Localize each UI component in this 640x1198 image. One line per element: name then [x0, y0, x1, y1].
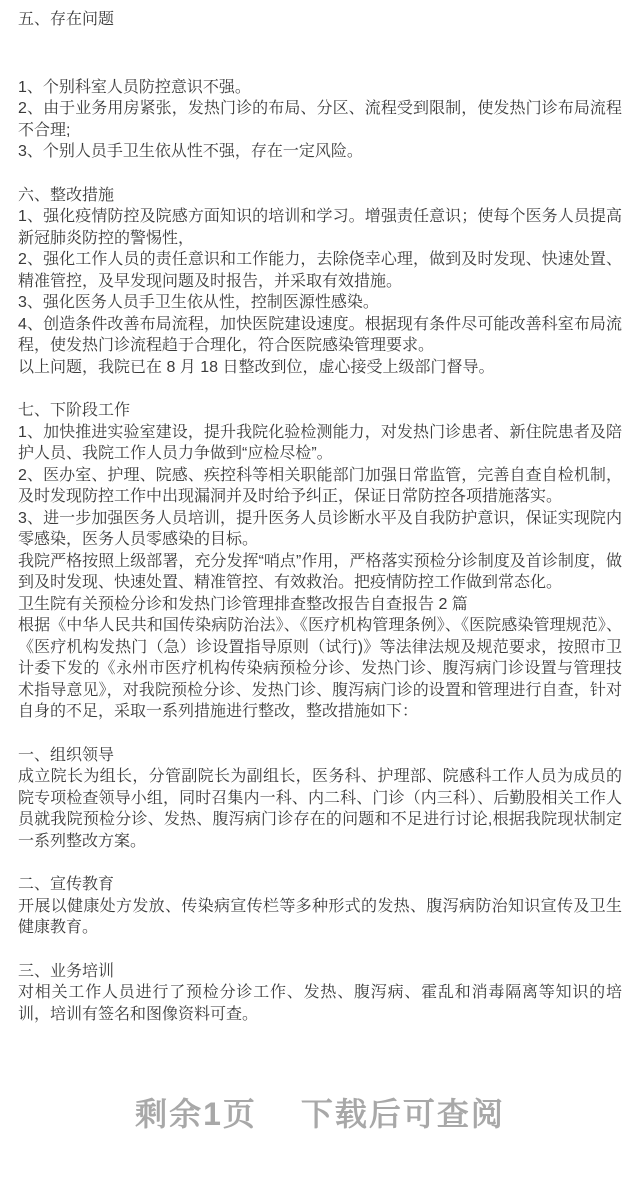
section-heading: 三、业务培训	[18, 962, 115, 980]
section-organization-leadership	[18, 745, 622, 853]
paragraph: 2、医办室、护理、院感、疾控科等相关职能部门加强日常监管，完善自查自检机制，及时发现防控工作中出现漏洞并及时给予纠正，保证日常防控各项措施落实。	[18, 466, 622, 505]
paragraph: 对相关工作人员进行了预检分诊工作、发热、腹泻病、霍乱和消毒隔离等知识的培训，培训有签名和图像资料可查。	[18, 984, 622, 1023]
paragraph: 2、由于业务用房紧张，发热门诊的布局、分区、流程受到限制，使发热门诊布局流程不合理;	[18, 100, 622, 139]
paragraph: 根据《中华人民共和国传染病防治法》、《医疗机构管理条例》、《医院感染管理规范》、《医疗机构发热门（急）诊设置指导原则（试行)》等法律法规及规范要求，按照市卫计委下发的《永州市医疗机构传染病预检分诊、发热门诊、腹泻病门诊设置与管理技术指导意见》，对我院预检分诊、发热门诊、腹泻病门诊的设置和管理进行自查，针对自身的不足，采取一系列措施进行整改，整改措施如下：	[18, 617, 622, 720]
paragraph: 3、个别人员手卫生依从性不强，存在一定风险。	[18, 143, 363, 160]
section-heading: 一、组织领导	[18, 746, 115, 764]
paragraph: 成立院长为组长，分管副院长为副组长，医务科、护理部、院感科工作人员为成员的院专项检查领导小组，同时召集内一科、内二科、门诊（内三科）、后勤股相关工作人员就我院预检分诊、发热、腹泻病门诊存在的问题和不足进行讨论,根据我院现状制定一系列整改方案。	[18, 768, 622, 850]
paragraph: 1、强化疫情防控及院感方面知识的培训和学习。增强责任意识；使每个医务人员提高新冠肺炎防控的警惕性，	[18, 208, 622, 247]
download-hint-label: 下载后可查阅	[300, 1096, 505, 1132]
section-rectification-measures	[18, 185, 622, 379]
paragraph: 1、加快推进实验室建设，提升我院化验检测能力，对发热门诊患者、新住院患者及陪护人员、我院工作人员力争做到“应检尽检”。	[18, 423, 622, 462]
section-publicity-education	[18, 874, 622, 939]
paragraph: 以上问题，我院已在 8 月 18 日整改到位，虚心接受上级部门督导。	[18, 358, 495, 376]
section-existing-problems	[18, 9, 622, 163]
section-heading: 六、整改措施	[18, 186, 115, 204]
paragraph: 开展以健康处方发放、传染病宣传栏等多种形式的发热、腹泻病防治知识宣传及卫生健康教育。	[18, 897, 622, 936]
paragraph: 1、个别科室人员防控意识不强。	[18, 78, 251, 96]
paragraph: 3、进一步加强医务人员培训，提升医务人员诊断水平及自我防护意识，保证实现院内零感染，医务人员零感染的目标。	[18, 509, 622, 548]
paragraph: 4、创造条件改善布局流程，加快医院建设速度。根据现有条件尽可能改善科室布局流程，使发热门诊流程趋于合理化，符合医院感染管理要求。	[18, 315, 622, 354]
section-heading: 五、存在问题	[18, 11, 115, 28]
paragraph: 3、强化医务人员手卫生依从性，控制医源性感染。	[18, 294, 379, 311]
section-heading: 七、下阶段工作	[18, 402, 131, 419]
paragraph: 2、强化工作人员的责任意识和工作能力，去除侥幸心理，做到及时发现、快速处置、精准管控，及早发现问题及时报告，并采取有效措施。	[18, 251, 622, 290]
paragraph: 我院严格按照上级部署，充分发挥“哨点”作用，严格落实预检分诊制度及首诊制度，做到及时发现、快速处置、精准管控、有效救治。把疫情防控工作做到常态化。	[18, 552, 622, 591]
page-watermark	[18, 1089, 622, 1135]
section-next-stage-work	[18, 400, 622, 723]
paragraph: 卫生院有关预检分诊和发热门诊管理排查整改报告自查报告 2 篇	[18, 595, 468, 613]
section-heading: 二、宣传教育	[18, 876, 115, 893]
remaining-pages-label: 剩余1页	[135, 1096, 257, 1132]
section-business-training	[18, 961, 622, 1026]
